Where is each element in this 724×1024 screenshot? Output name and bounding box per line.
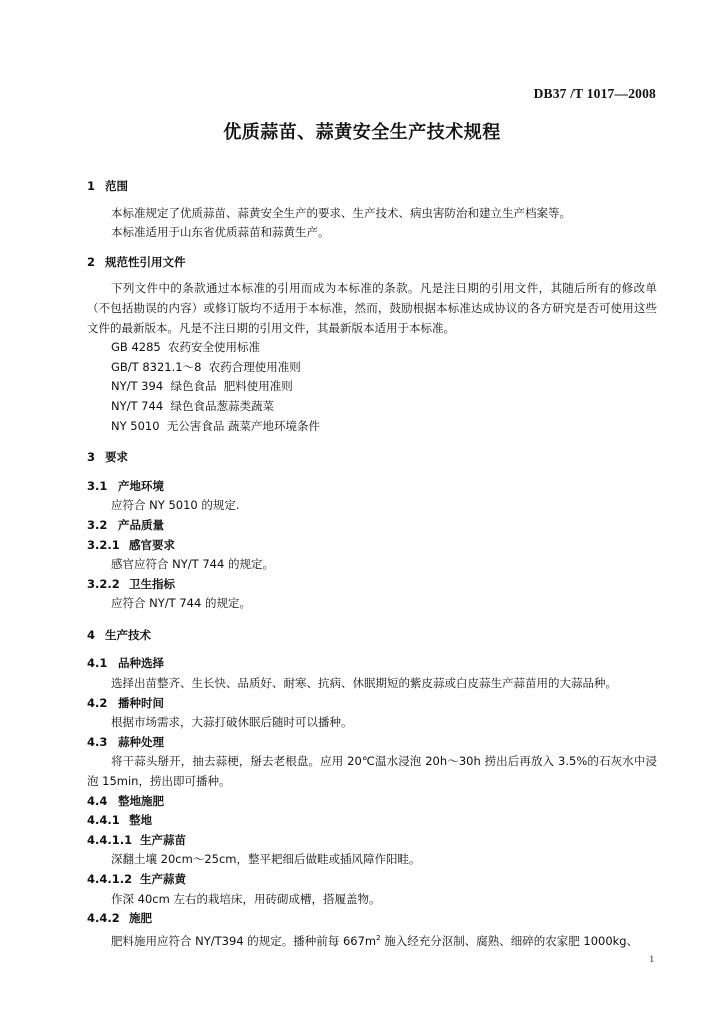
subsection-heading: 3.1 产地环境	[87, 478, 164, 493]
reference-item: NY 5010 无公害食品 蔬菜产地环境条件	[111, 418, 321, 433]
paragraph: 本标准适用于山东省优质蒜苗和蒜黄生产。	[111, 225, 330, 240]
subsection-heading: 3.2.2 卫生指标	[87, 576, 175, 591]
subsection-heading: 4.2 播种时间	[87, 695, 164, 710]
subsection-heading: 3.2.1 感官要求	[87, 537, 175, 552]
subsection-heading: 4.4.1.1 生产蒜苗	[87, 832, 186, 847]
paragraph: 将干蒜头掰开，抽去蒜梗，掰去老根盘。应用 20℃温水浸泡 20h～30h 捞出后再放入 3.5%的石灰水中浸泡 15min，捞出即可播种。	[87, 754, 657, 789]
reference-item: GB/T 8321.1～8 农药合理使用准则	[111, 359, 301, 374]
paragraph: 肥料施用应符合 NY/T394 的规定。播种前每 $667m^2$ 施入经充分沤制、腐熟、细碎的农家肥 1000kg、	[111, 933, 639, 948]
section-heading: 1 范围	[87, 179, 128, 193]
document-body	[87, 174, 657, 951]
document-title: 优质蒜苗、蒜黄安全生产技术规程	[223, 122, 501, 143]
subsection-heading: 4.4.1 整地	[87, 813, 152, 828]
page-number: 1	[649, 954, 654, 964]
standard-code: DB37 /T 1017—2008	[533, 86, 656, 101]
paragraph: 根据市场需求，大蒜打破休眠后随时可以播种。	[111, 715, 353, 730]
paragraph: 深翻土壤 20cm～25cm，整平耙细后做畦或插风障作阳畦。	[111, 852, 421, 867]
subsection-heading: 4.3 蒜种处理	[87, 734, 164, 749]
paragraph: 感官应符合 NY/T 744 的规定。	[111, 557, 274, 572]
paragraph: 应符合 NY 5010 的规定.	[111, 498, 240, 513]
paragraph: 本标准规定了优质蒜苗、蒜黄安全生产的要求、生产技术、病虫害防治和建立生产档案等。	[111, 205, 571, 220]
section-heading: 4 生产技术	[87, 627, 151, 642]
paragraph: 下列文件中的条款通过本标准的引用而成为本标准的条款。凡是注日期的引用文件，其随后所有的修改单（不包括勘误的内容）或修订版均不适用于本标准，然而，鼓励根据本标准达成协议的各方研究是否可使用这些文件的最新版本。凡是不注日期的引用文件，其最新版本适用于本标准。	[87, 281, 657, 335]
paragraph: 应符合 NY/T 744 的规定。	[111, 596, 251, 611]
section-heading: 2 规范性引用文件	[87, 254, 186, 269]
paragraph: 选择出苗整齐、生长快、品质好、耐寒、抗病、休眠期短的紫皮蒜或白皮蒜生产蒜苗用的大蒜品种。	[111, 676, 617, 691]
subsection-heading: 4.4.1.2 生产蒜黄	[87, 872, 186, 886]
subsection-heading: 3.2 产品质量	[87, 517, 164, 532]
paragraph: 作深 40cm 左右的栽培床，用砖砌成槽，搭履盖物。	[111, 891, 381, 906]
subsection-heading: 4.4.2 施肥	[87, 911, 152, 926]
reference-item: NY/T 394 绿色食品 肥料使用准则	[111, 379, 293, 394]
reference-item: GB 4285 农药安全使用标准	[111, 340, 261, 355]
section-heading: 3 要求	[87, 450, 128, 465]
reference-item: NY/T 744 绿色食品葱蒜类蔬菜	[111, 398, 274, 413]
subsection-heading: 4.1 品种选择	[87, 656, 164, 671]
subsection-heading: 4.4 整地施肥	[87, 793, 164, 808]
